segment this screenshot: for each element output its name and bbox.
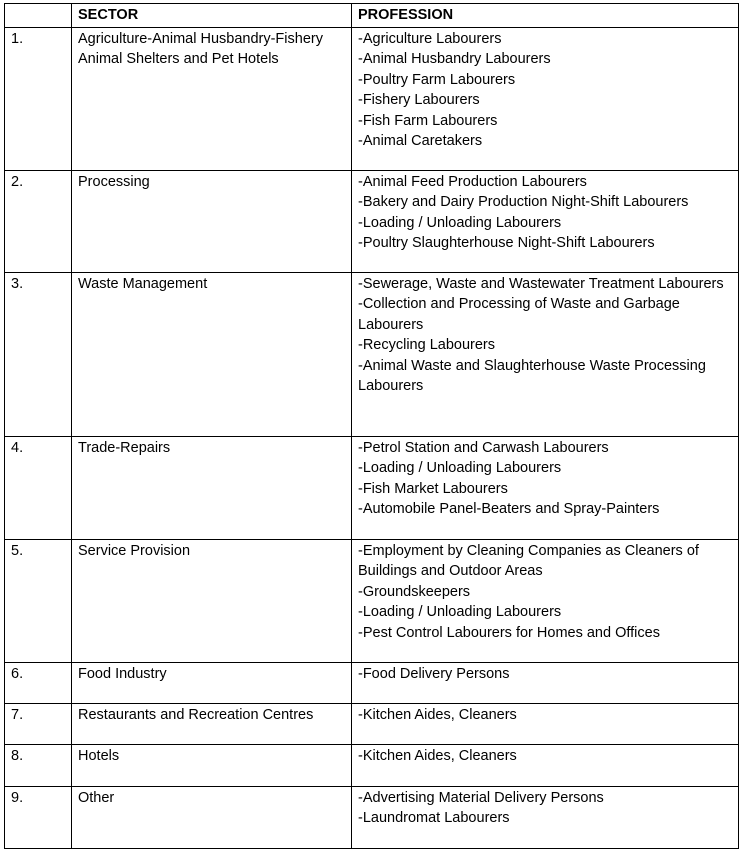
table-row: [5, 663, 739, 704]
profession-cell: [352, 787, 739, 849]
table-row: [5, 787, 739, 849]
row-number: 7.: [5, 704, 72, 745]
profession-item: -Groundskeepers: [358, 583, 471, 600]
row-number: 6.: [5, 663, 72, 704]
sector-cell: [72, 704, 352, 745]
row-number: 9.: [5, 787, 72, 849]
sector-cell: [72, 171, 352, 273]
profession-item: -Animal Husbandry Labourers: [358, 51, 551, 68]
profession-cell: [352, 663, 739, 704]
header-profession: PROFESSION: [352, 4, 739, 28]
table-row: [5, 437, 739, 540]
sector-line: Trade-Repairs: [78, 440, 171, 456]
header-row: [5, 4, 739, 28]
profession-item: -Fishery Labourers: [358, 92, 480, 109]
row-number: 1.: [5, 28, 72, 171]
profession-item: -Loading / Unloading Labourers: [358, 460, 562, 477]
profession-item: -Collection and Processing of Waste and Garbage Labourers: [358, 296, 680, 333]
table-row: [5, 540, 739, 663]
sector-line: Hotels: [78, 748, 120, 764]
profession-cell: [352, 171, 739, 273]
sector-line: Waste Management: [78, 276, 208, 292]
profession-cell: [352, 273, 739, 437]
profession-item: -Animal Waste and Slaughterhouse Waste Processing Labourers: [358, 357, 706, 395]
sector-line: Restaurants and Recreation Centres: [78, 707, 314, 723]
row-number: 4.: [5, 437, 72, 540]
header-sector: SECTOR: [72, 4, 352, 28]
row-number: 2.: [5, 171, 72, 273]
row-number: 5.: [5, 540, 72, 663]
sector-cell: [72, 273, 352, 437]
profession-item: -Poultry Slaughterhouse Night-Shift Labourers: [358, 235, 655, 252]
row-number: 3.: [5, 273, 72, 437]
profession-item: -Sewerage, Waste and Wastewater Treatment Labourers: [358, 276, 724, 292]
profession-item: -Automobile Panel-Beaters and Spray-Painters: [358, 501, 660, 518]
profession-cell: [352, 745, 739, 787]
profession-cell: [352, 437, 739, 540]
table-row: [5, 704, 739, 745]
sector-cell: [72, 745, 352, 787]
sector-line: Food Industry: [78, 666, 167, 682]
row-number: 8.: [5, 745, 72, 787]
sector-cell: [72, 540, 352, 663]
profession-item: -Advertising Material Delivery Persons: [358, 790, 604, 806]
sector-line: Agriculture-Animal Husbandry-Fishery: [78, 31, 323, 47]
profession-item: -Agriculture Labourers: [358, 31, 502, 47]
profession-item: -Bakery and Dairy Production Night-Shift Labourers: [358, 194, 689, 211]
profession-item: -Laundromat Labourers: [358, 810, 510, 827]
profession-cell: [352, 704, 739, 745]
sector-line: Other: [78, 790, 115, 806]
profession-cell: [352, 540, 739, 663]
profession-item: -Fish Market Labourers: [358, 480, 508, 497]
table-row: [5, 171, 739, 273]
sector-line: Processing: [78, 174, 150, 190]
sector-cell: [72, 787, 352, 849]
profession-cell: [352, 28, 739, 171]
sector-cell: [72, 663, 352, 704]
header-number: [5, 4, 72, 28]
profession-item: -Petrol Station and Carwash Labourers: [358, 440, 609, 456]
profession-item: -Pest Control Labourers for Homes and Offices: [358, 624, 660, 641]
profession-item: -Animal Feed Production Labourers: [358, 174, 587, 190]
profession-item: -Kitchen Aides, Cleaners: [358, 707, 517, 723]
table-row: [5, 745, 739, 787]
profession-item: -Kitchen Aides, Cleaners: [358, 748, 517, 764]
profession-item: -Food Delivery Persons: [358, 666, 510, 682]
profession-item: -Employment by Cleaning Companies as Cleaners of Buildings and Outdoor Areas: [358, 543, 699, 580]
sector-line: Service Provision: [78, 543, 191, 559]
sector-cell: [72, 28, 352, 171]
table-row: [5, 273, 739, 437]
profession-item: -Poultry Farm Labourers: [358, 71, 516, 88]
profession-item: -Recycling Labourers: [358, 337, 496, 354]
profession-item: -Animal Caretakers: [358, 133, 483, 150]
sector-profession-table: [4, 3, 739, 849]
profession-item: -Loading / Unloading Labourers: [358, 604, 562, 621]
sector-line: Animal Shelters and Pet Hotels: [78, 51, 279, 68]
profession-item: -Fish Farm Labourers: [358, 112, 498, 129]
profession-item: -Loading / Unloading Labourers: [358, 214, 562, 231]
sector-cell: [72, 437, 352, 540]
table-row: [5, 28, 739, 171]
